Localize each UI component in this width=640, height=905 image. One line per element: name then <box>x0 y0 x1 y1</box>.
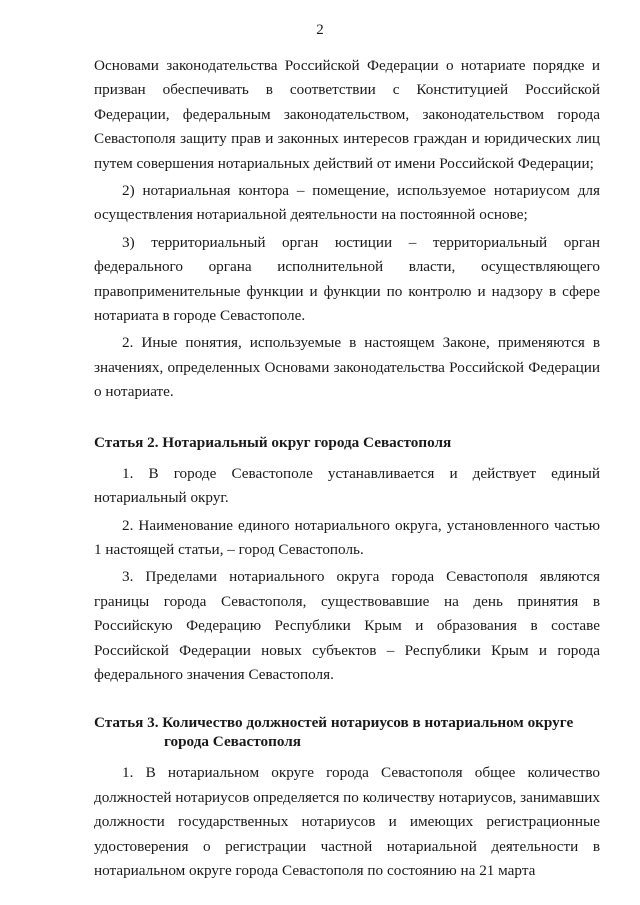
page-number: 2 <box>316 22 324 38</box>
article-3-heading <box>94 713 600 751</box>
paragraph-definition-2: 2) нотариальная контора – помещение, используемое нотариусом для осуществления нотариальной деятельности на постоянной основе; <box>94 182 600 224</box>
article-3-heading-line-1: Статья 3. Количество должностей нотариусов в нотариальном округе <box>94 714 574 732</box>
article-2-paragraph-2: 2. Наименование единого нотариального округа, установленного частью 1 настоящей статьи, – город Севастополь. <box>94 516 600 558</box>
paragraph-other-terms: 2. Иные понятия, используемые в настоящем Законе, применяются в значениях, определенных Основами законодательства Российской Федерации о нотариате. <box>94 334 600 401</box>
document-body <box>94 54 600 883</box>
paragraph-definition-3: 3) территориальный орган юстиции – территориальный орган федерального органа исполнительной власти, осуществляющего правоприменительные функции и функции по контролю и надзору в сфере нотариата в городе Севастополе. <box>94 233 600 325</box>
paragraph-continuation: Основами законодательства Российской Федерации о нотариате порядке и призван обеспечивать в соответствии с Конституцией Российской Федерации, федеральным законодательством, законодательством города Севастополя защиту прав и законных интересов граждан и юридических лиц путем совершения нотариальных действий от имени Российской Федерации; <box>94 57 600 172</box>
article-2-paragraph-1: 1. В городе Севастополе устанавливается и действует единый нотариальный округ. <box>94 464 600 507</box>
article-2-heading: Статья 2. Нотариальный округ города Севастополя <box>94 433 452 451</box>
article-3-heading-line-2: города Севастополя <box>164 733 301 751</box>
article-3-paragraph-1: 1. В нотариальном округе города Севастополя общее количество должностей нотариусов определяется по количеству нотариусов, занимавших должности государственных нотариусов и имеющих регистрационные удостоверения о регистрации частной нотариальной деятельности в нотариальном округе города Севастополя по состоянию на 21 марта <box>94 764 600 879</box>
article-2-paragraph-3: 3. Пределами нотариального округа города Севастополя являются границы города Севастополя, существовавшие на день принятия в Российскую Федерацию Республики Крым и образования в составе Российской Федерации новых субъектов – Республики Крым и города федерального значения Севастополя. <box>94 568 600 683</box>
